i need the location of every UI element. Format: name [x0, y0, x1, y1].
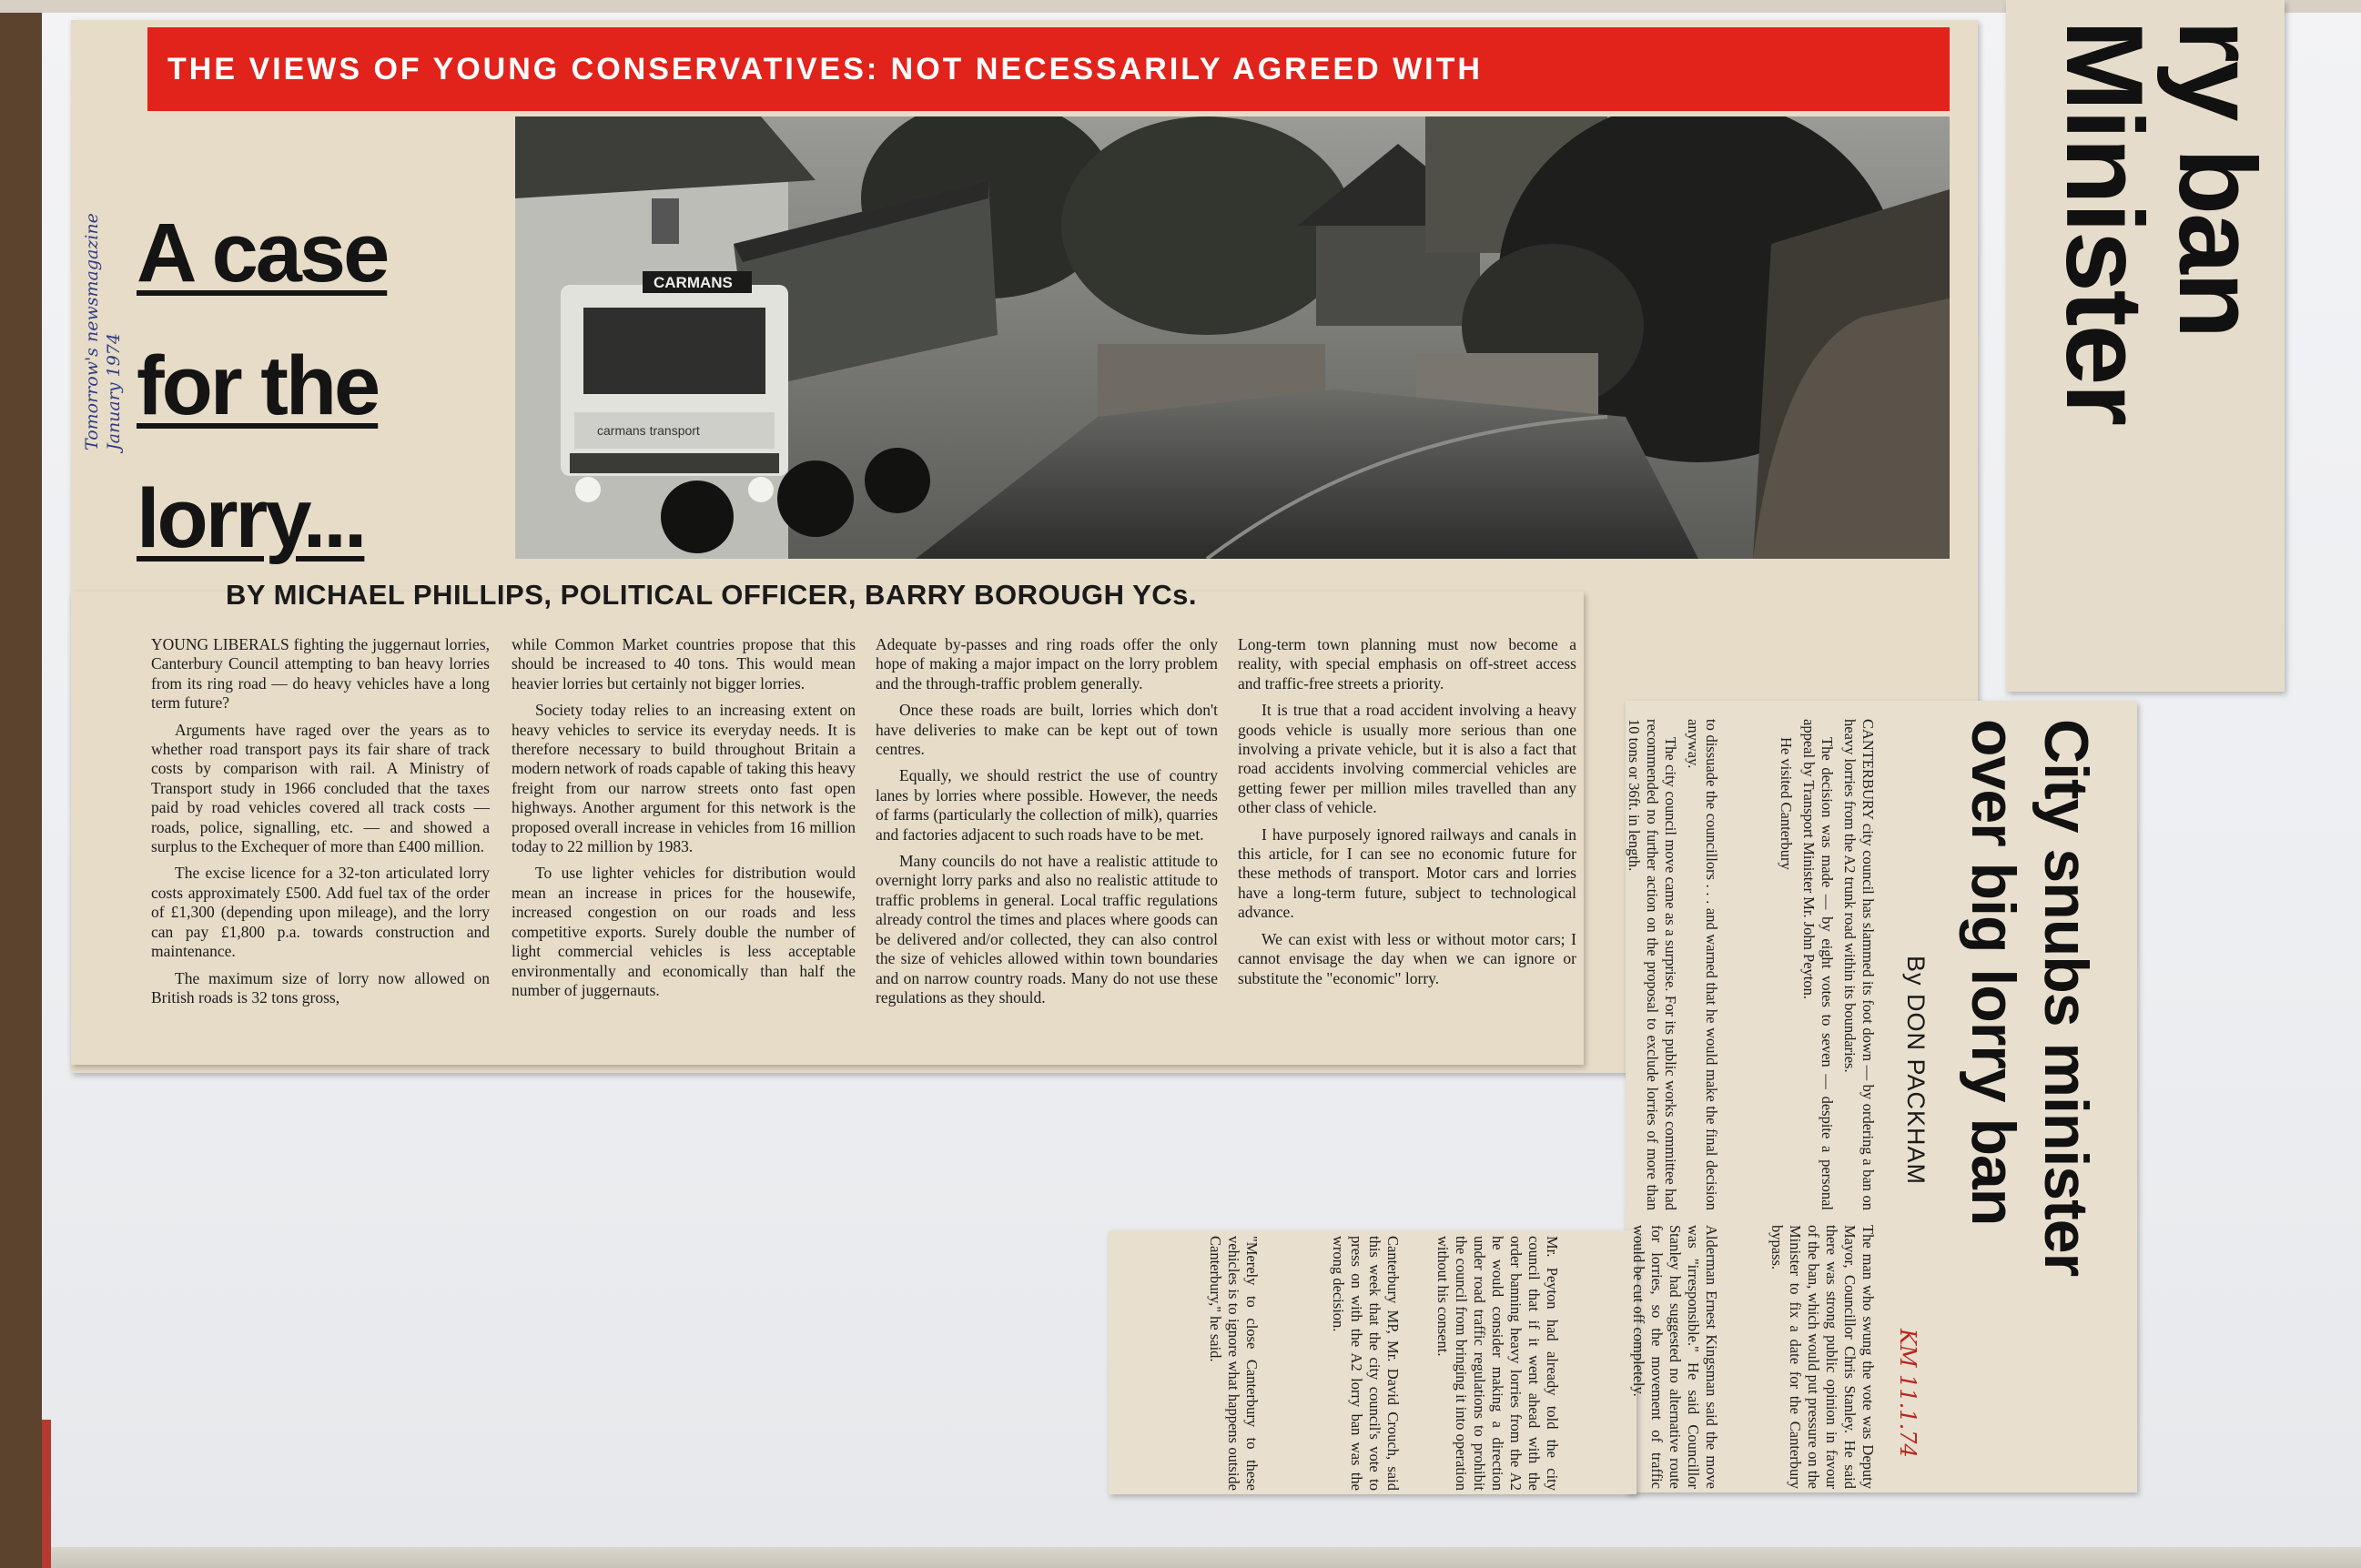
city-snubs-headline	[1957, 719, 2103, 1276]
paragraph: It is true that a road accident involving a heavy goods vehicle is usually more serious than one involving a private vehicle, but it is also a fact that road accidents involving commercial vehicles are getting fewer per million miles travelled than any other class of vehicle.	[1238, 701, 1576, 817]
minister-headline	[2043, 20, 2278, 425]
paragraph: He visited Canterbury	[1778, 737, 1795, 870]
paragraph: We can exist with less or without motor cars; I cannot envisage the day when we can ignore or substitute the "economic" lorry.	[1238, 929, 1576, 987]
article-column	[1247, 1236, 1402, 1491]
handwritten-note-line: Tomorrow's newsmagazine	[82, 213, 102, 450]
paragraph: Alderman Ernest Kingsman said the move was "irresponsible." He said Councillor Stanley had suggested no alternative route for lorries, so the movement of traffic would be cut off completely.	[1630, 1225, 1720, 1489]
article-column	[1406, 1236, 1561, 1491]
headline-line: ry ban	[2156, 20, 2278, 338]
article-column	[1722, 719, 1877, 1210]
paragraph: Equally, we should restrict the use of country lanes by lorries where possible. However, the needs of farms (particularly the collection of milk), quarries and factories adjacent to such roads have to be met.	[876, 766, 1218, 844]
article-column	[512, 635, 856, 1007]
handwritten-note-line: January 1974	[104, 333, 124, 450]
headline-line: Minister	[2043, 20, 2165, 425]
article-column	[1566, 1225, 1720, 1489]
paragraph: The excise licence for a 32-ton articulated lorry costs approximately £500. Add fuel tax of the order of £1,300 (depending upon mileage), and the lorry can pay £1,800 p.a. towards construction and maintenance.	[151, 864, 490, 961]
paragraph: The man who swung the vote was Deputy Mayor, Councillor Chris Stanley. He said there was strong public opinion in favour of the ban, which would put pressure on the Minister to fix a date for the Canterbury bypass.	[1768, 1225, 1877, 1489]
paragraph: Canterbury MP, Mr. David Crouch, said this week that the city council's vote to press on with the A2 lorry ban was the wrong decision.	[1330, 1236, 1402, 1491]
paragraph: Adequate by-passes and ring roads offer the only hope of making a major impact on the lorry problem and the through-traffic problem generally.	[876, 635, 1218, 693]
article-column	[1722, 1225, 1877, 1489]
city-snubs-byline: By DON PACKHAM	[1902, 956, 1930, 1186]
paragraph: The maximum size of lorry now allowed on British roads is 32 tons gross,	[151, 968, 490, 1007]
headline-line: over big lorry ban	[1959, 719, 2028, 1226]
paragraph: Arguments have raged over the years as to whether road transport pays its fair share of track costs by comparison with rail. A Ministry of Transport study in 1966 concluded that the taxes paid by road vehicles covered all track costs — roads, police, signalling, etc. — and showed a surplus to the Exchequer of more than £400 million.	[151, 720, 490, 856]
article-banner: THE VIEWS OF YOUNG CONSERVATIVES: NOT NECESSARILY AGREED WITH	[147, 27, 1950, 111]
page-bottom-edge	[42, 1547, 2361, 1568]
paragraph: The city council move came as a surprise. For its public works committee had recommended no further action on the proposal to exclude lorries of more than 10 tons or 36ft. in length.	[1626, 719, 1679, 1210]
paragraph: Society today relies to an increasing extent on heavy vehicles to service its everyday needs. It is therefore necessary to build throughout Britain a modern network of roads capable of taking this heavy freight from our narrow streets onto fast open highways. Another argument for this network is the proposed overall increase in vehicles from 16 million today to 22 million by 1983.	[512, 701, 856, 856]
handwritten-date-note: KM 11.1.74	[1895, 1329, 1920, 1458]
lorry-photo-illustration	[515, 116, 1950, 559]
lorry-sign-text: CARMANS	[654, 274, 733, 291]
article-column	[151, 635, 490, 1015]
paragraph: "Merely to close Canterbury to these vehicles is to ignore what happens outside Canterbury," he said.	[1207, 1236, 1261, 1491]
article-column	[1566, 719, 1720, 1210]
article-column	[876, 635, 1218, 1015]
handwritten-source-note	[82, 213, 127, 450]
paragraph: Mr. Peyton had already told the city council that if it went ahead with the order banning heavy lorries from the A2 he would consider making a direction under road traffic regulations to prohibit the council from bringing it into operation without his consent.	[1434, 1236, 1561, 1491]
headline-line: lorry...	[137, 472, 365, 565]
main-byline: BY MICHAEL PHILLIPS, POLITICAL OFFICER, BARRY BOROUGH YCs.	[226, 579, 1198, 611]
headline-line: City snubs minister	[2032, 719, 2101, 1277]
paragraph: while Common Market countries propose that this should be increased to 40 tons. This would mean heavier lorries but certainly not bigger lorries.	[512, 635, 856, 693]
paragraph: I have purposely ignored railways and canals in this article, for I can see no economic future for these methods of transport. Motor cars and lorries have a long-term future, subject to technological advance.	[1238, 824, 1576, 922]
article-column	[1238, 635, 1576, 996]
main-headline	[137, 187, 428, 585]
lorry-livery-text: carmans transport	[597, 423, 700, 438]
lorry-photograph	[515, 116, 1950, 559]
paragraph: to dissuade the councillors . . . and warned that he would make the final decision anyway.	[1685, 719, 1720, 1210]
article-column	[1124, 1236, 1261, 1491]
paragraph: Once these roads are built, lorries which don't have deliveries to make can be kept out of town centres.	[876, 701, 1218, 759]
headline-line: for the	[137, 339, 379, 432]
paragraph: The decision was made — by eight votes to seven — despite a personal appeal by Transport Minister Mr. John Peyton.	[1800, 719, 1836, 1210]
binding-spine	[42, 1420, 51, 1568]
paragraph: CANTERBURY city council has slammed its foot down — by ordering a ban on heavy lorries from the A2 trunk road within its boundaries.	[1841, 719, 1877, 1210]
paragraph: Long-term town planning must now become a reality, with special emphasis on off-street access and traffic-free streets a priority.	[1238, 635, 1576, 693]
paragraph: YOUNG LIBERALS fighting the juggernaut lorries, Canterbury Council attempting to ban heavy lorries from its ring road — do heavy vehicles have a long term future?	[151, 635, 490, 713]
paragraph: To use lighter vehicles for distribution would mean an increase in prices for the housewife, increased congestion on our roads and less competitive exports. Surely double the number of light commercial vehicles is less acceptable environmentally and economically than half the number of juggernauts.	[512, 864, 856, 999]
headline-line: A case	[137, 207, 388, 299]
paragraph: Many councils do not have a realistic attitude to overnight lorry parks and also no realistic attitude to traffic problems in general. Local traffic regulations already control the times and places where goods can be delivered and/or collected, they can also control the size of vehicles allowed within town boundaries and on narrow country roads. Many do not use these regulations as they should.	[876, 852, 1218, 1007]
